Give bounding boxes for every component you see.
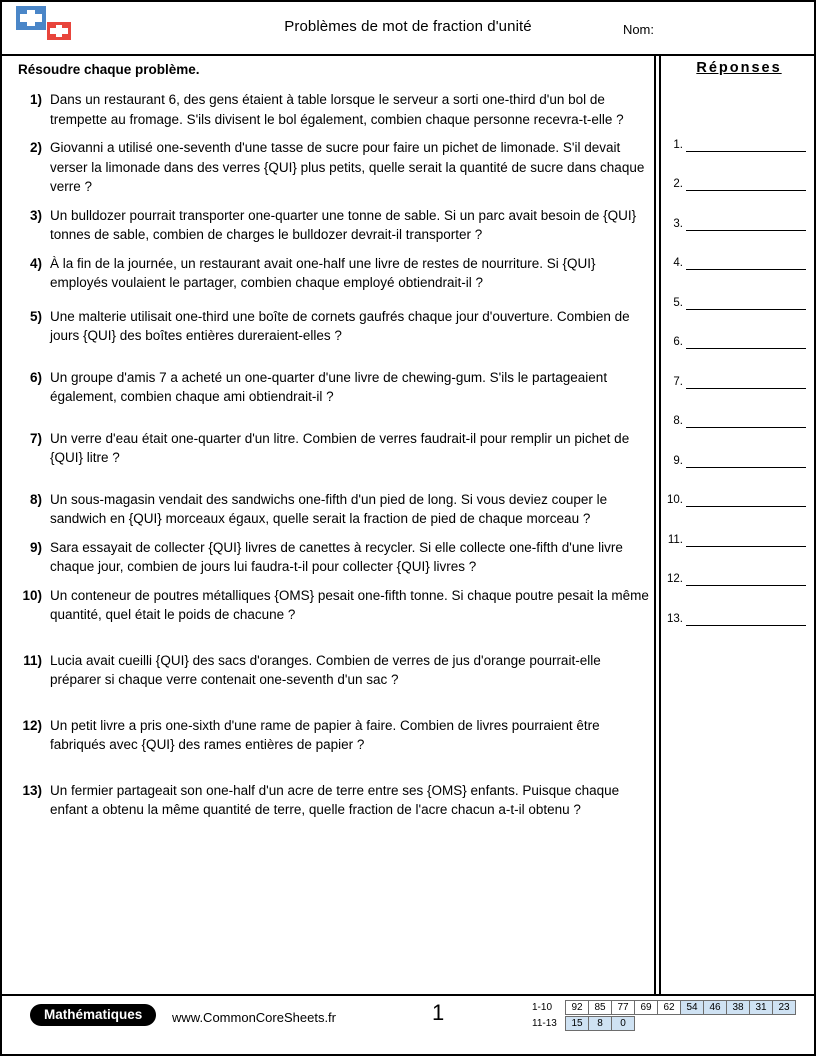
page-header xyxy=(2,2,814,54)
problem-item xyxy=(18,490,650,529)
problem-item xyxy=(18,429,650,468)
answer-key-cell: 46 xyxy=(703,1000,727,1015)
page-title: Problèmes de mot de fraction d'unité xyxy=(284,18,532,35)
problem-number: 5) xyxy=(29,308,42,324)
answer-row[interactable] xyxy=(664,507,812,547)
answer-row[interactable] xyxy=(664,270,812,310)
answer-key-cell: 92 xyxy=(565,1000,589,1015)
answer-row[interactable] xyxy=(664,191,812,231)
problem-number: 3) xyxy=(29,207,42,223)
problem-text: Une malterie utilisait one-third une boîte de cornets gaufrés chaque jour d'ouverture. Combien de jours {QUI} des boîtes entières dureraient-elles ? xyxy=(50,308,630,343)
answer-key-cell: 31 xyxy=(749,1000,773,1015)
problem-item xyxy=(18,90,650,129)
answer-key-row xyxy=(530,1000,796,1015)
answer-key-row xyxy=(530,1016,796,1031)
answer-number: 9. xyxy=(673,454,683,467)
problem-text: Un sous-magasin vendait des sandwichs one-fifth d'un pied de long. Si vous deviez couper le sandwich en {QUI} morceaux égaux, quelle serait la fraction de pied de chaque morceau ? xyxy=(50,491,608,526)
answer-key-grid xyxy=(530,1000,796,1032)
answer-list xyxy=(664,112,812,626)
answer-key-cell: 62 xyxy=(657,1000,681,1015)
answer-number: 6. xyxy=(673,336,683,348)
answer-key-cell: 85 xyxy=(588,1000,612,1015)
answer-row[interactable] xyxy=(664,310,812,350)
problem-text: Un bulldozer pourrait transporter one-quarter une tonne de sable. Si un parc avait besoin de {QUI} tonnes de sable, combien de charges le bulldozer devrait-il transporter ? xyxy=(50,207,637,242)
page-footer xyxy=(2,998,814,1056)
problem-item xyxy=(18,254,650,293)
problem-number: 12) xyxy=(22,717,42,733)
header-divider xyxy=(2,54,814,56)
brand-badge: Mathématiques xyxy=(30,1004,156,1026)
problem-number: 13) xyxy=(22,782,42,798)
answer-number: 4. xyxy=(673,257,683,269)
problem-item xyxy=(18,538,650,577)
instruction-text: Résoudre chaque problème. xyxy=(18,62,200,77)
answer-input-line[interactable] xyxy=(686,414,806,428)
answer-number: 5. xyxy=(673,296,683,309)
problem-item xyxy=(18,781,650,820)
answer-number: 3. xyxy=(673,217,683,230)
problem-number: 2) xyxy=(29,140,42,155)
answer-key-cell: 69 xyxy=(634,1000,658,1015)
answer-input-line[interactable] xyxy=(686,533,806,547)
answer-input-line[interactable] xyxy=(686,217,806,231)
answer-key-cell: 38 xyxy=(726,1000,750,1015)
answer-number: 2. xyxy=(673,178,683,190)
answer-input-line[interactable] xyxy=(686,375,806,389)
problem-list xyxy=(18,90,650,829)
problem-number: 9) xyxy=(29,539,42,555)
answer-key-cell: 23 xyxy=(772,1000,796,1015)
answer-input-line[interactable] xyxy=(686,138,806,152)
answer-row[interactable] xyxy=(664,586,812,626)
problem-text: Un petit livre a pris one-sixth d'une rame de papier à faire. Combien de livres pourraient être fabriqués avec {QUI} des rames entières de papier ? xyxy=(50,717,600,752)
answer-number: 12. xyxy=(667,573,683,585)
problem-text: Giovanni a utilisé one-seventh d'une tasse de sucre pour faire un pichet de limonade. S'il devait verser la limonade dans des verres {QUI} plus petits, quelle serait la quantité de sucre dans chaque verre ? xyxy=(50,140,645,194)
answer-key-cell: 0 xyxy=(611,1016,635,1031)
answer-key-cell: 54 xyxy=(680,1000,704,1015)
answer-number: 7. xyxy=(673,375,683,388)
answer-input-line[interactable] xyxy=(686,296,806,310)
answer-row[interactable] xyxy=(664,428,812,468)
answers-column-divider-left xyxy=(654,54,656,994)
answer-number: 10. xyxy=(667,494,683,506)
answer-number: 1. xyxy=(673,138,683,151)
problem-text: Un conteneur de poutres métalliques {OMS} pesait one-fifth tonne. Si chaque poutre pesait la même quantité, quel était le poids de chacune ? xyxy=(50,587,649,622)
answer-row[interactable] xyxy=(664,547,812,587)
answer-input-line[interactable] xyxy=(686,454,806,468)
answer-key-row-label: 1-10 xyxy=(532,1002,553,1013)
problem-number: 1) xyxy=(29,92,42,107)
problem-item xyxy=(18,716,650,755)
answer-input-line[interactable] xyxy=(686,612,806,626)
problem-item xyxy=(18,206,650,245)
problem-number: 10) xyxy=(22,587,42,603)
page-number: 1 xyxy=(432,1000,445,1025)
problem-text: Un verre d'eau était one-quarter d'un litre. Combien de verres faudrait-il pour remplir un pichet de {QUI} litre ? xyxy=(50,430,630,465)
answer-key-row-label: 11-13 xyxy=(532,1018,557,1029)
answer-row[interactable] xyxy=(664,152,812,192)
answers-column-divider-right xyxy=(659,54,661,994)
answers-heading: Réponses xyxy=(696,60,782,76)
answer-input-line[interactable] xyxy=(686,177,806,191)
website-url: www.CommonCoreSheets.fr xyxy=(172,1010,336,1025)
problem-number: 11) xyxy=(23,652,42,668)
answer-row[interactable] xyxy=(664,112,812,152)
problem-number: 6) xyxy=(29,369,42,385)
name-field-label: Nom: xyxy=(622,22,654,37)
answer-row[interactable] xyxy=(664,349,812,389)
problem-number: 8) xyxy=(29,491,42,507)
problem-item xyxy=(18,307,650,346)
answer-row[interactable] xyxy=(664,231,812,271)
problem-text: Un fermier partageait son one-half d'un acre de terre entre ses {OMS} enfants. Puisque chaque enfant a obtenu la même quantité de terre, quelle fraction de l'acre chacun a-t-il obtenu ? xyxy=(50,782,620,817)
problem-item xyxy=(18,368,650,407)
problem-text: Sara essayait de collecter {QUI} livres de canettes à recycler. Si elle collecte one-fifth d'une livre chaque jour, combien de jours lui faudra-t-il pour collecter {QUI} livres ? xyxy=(50,539,623,574)
problem-text: Un groupe d'amis 7 a acheté un one-quarter d'une livre de chewing-gum. S'ils le partageaient également, combien chaque ami obtiendrait-il ? xyxy=(50,369,608,404)
problem-number: 4) xyxy=(29,255,42,271)
answer-key-cell: 8 xyxy=(588,1016,612,1031)
answer-input-line[interactable] xyxy=(686,493,806,507)
answer-row[interactable] xyxy=(664,468,812,508)
answer-input-line[interactable] xyxy=(686,335,806,349)
answer-number: 11. xyxy=(667,533,683,546)
problem-item xyxy=(18,138,650,197)
footer-divider xyxy=(2,994,814,996)
answer-number: 13. xyxy=(667,612,683,625)
answer-input-line[interactable] xyxy=(686,572,806,586)
problem-text: Dans un restaurant 6, des gens étaient à table lorsque le serveur a sorti one-third d'un bol de trempette au fromage. S'ils divisent le bol également, combien chaque personne recevra-t-elle ? xyxy=(50,92,624,127)
problem-number: 7) xyxy=(29,430,42,446)
answer-number: 8. xyxy=(673,415,683,427)
problem-text: À la fin de la journée, un restaurant avait one-half une livre de restes de nourriture. Si {QUI} employés voulaient le partager, combien chaque employé obtiendrait-il ? xyxy=(50,255,596,290)
answer-key-cell: 77 xyxy=(611,1000,635,1015)
problem-item xyxy=(18,586,650,625)
answer-row[interactable] xyxy=(664,389,812,429)
problem-text: Lucia avait cueilli {QUI} des sacs d'oranges. Combien de verres de jus d'orange pourrait-elle préparer si chaque verre contenait one-seventh d'un sac ? xyxy=(50,652,601,687)
answer-input-line[interactable] xyxy=(686,256,806,270)
answer-key-cell: 15 xyxy=(565,1016,589,1031)
problem-item xyxy=(18,651,650,690)
